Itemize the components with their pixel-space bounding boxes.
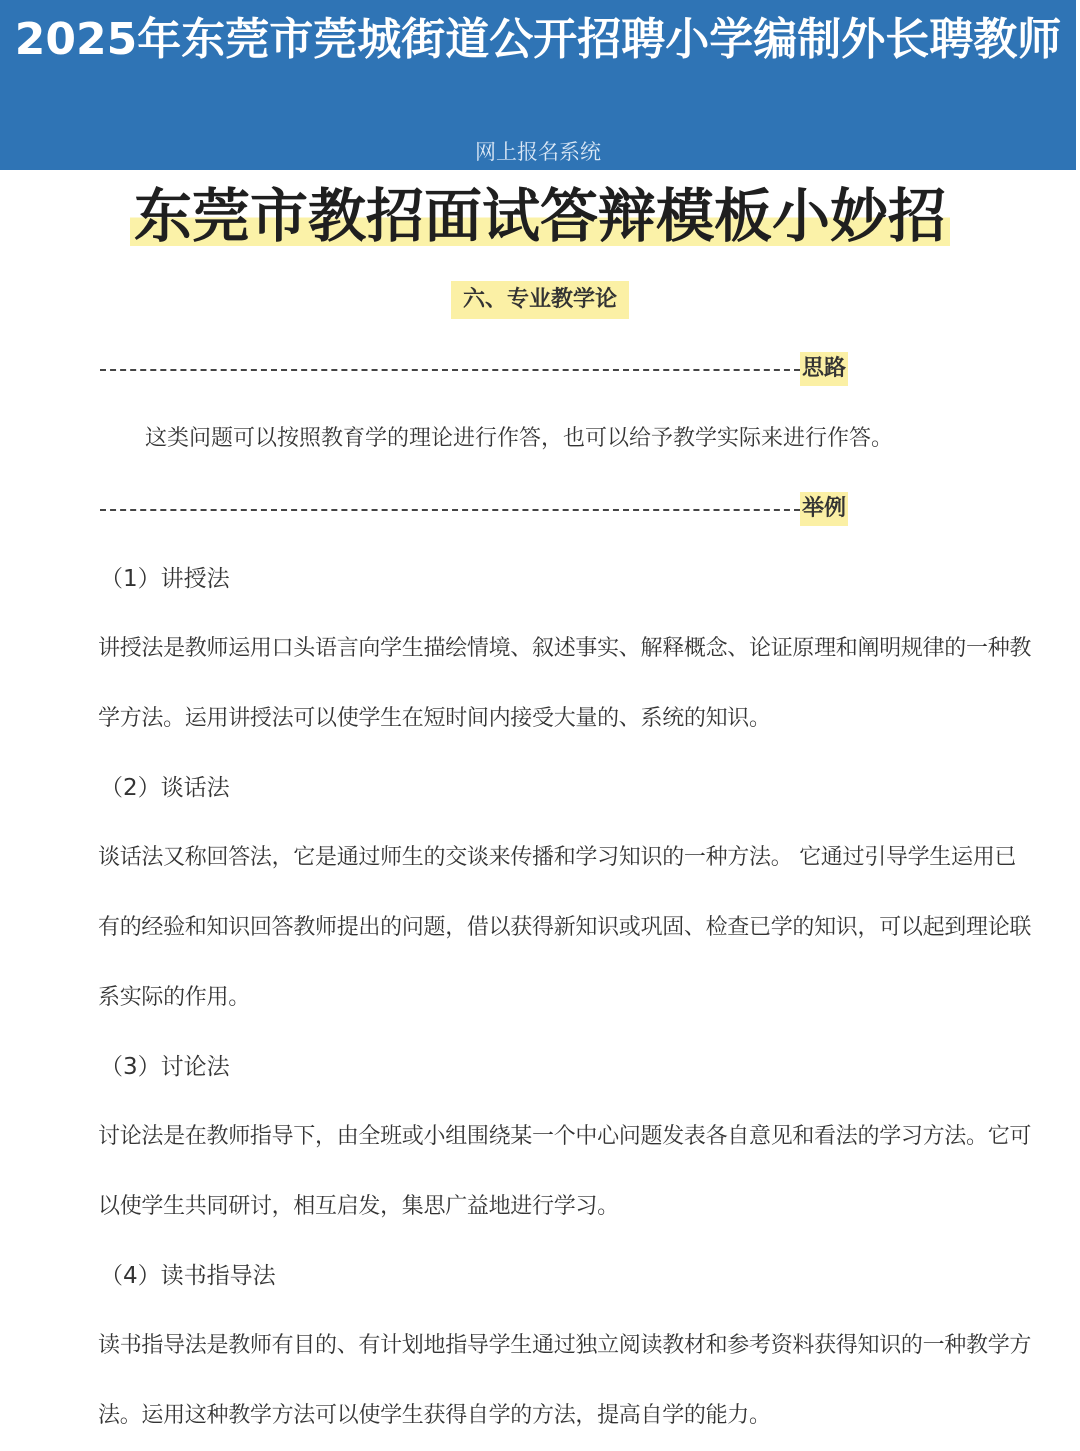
section-label (0, 281, 1080, 319)
headline-text: 东莞市教招面试答辩模板小妙招 (130, 180, 950, 252)
banner-title: 2025年东莞市莞城街道公开招聘小学编制外长聘教师 (14, 14, 1062, 65)
divider-approach (100, 351, 900, 387)
banner-subtitle: 网上报名系统 (475, 140, 601, 164)
approach-tag: 思路 (800, 352, 848, 386)
intro-paragraph: 这类问题可以按照教育学的理论进行作答，也可以给予教学实际来进行作答。 (145, 426, 894, 451)
example-tag: 举例 (800, 492, 848, 526)
item-heading-discussion: （3）讨论法 (100, 1054, 230, 1080)
divider-example (100, 491, 900, 527)
dashed-line (100, 509, 800, 511)
section-label-text: 六、专业教学论 (451, 281, 629, 319)
item-body-lecture: 讲授法是教师运用口头语言向学生描绘情境、叙述事实、解释概念、论证原理和阐明规律的一种教学方法。运用讲授法可以使学生在短时间内接受大量的、系统的知识。 (98, 636, 1032, 731)
header-banner (0, 0, 1080, 170)
item-body-reading: 读书指导法是教师有目的、有计划地指导学生通过独立阅读教材和参考资料获得知识的一种教学方法。运用这种教学方法可以使学生获得自学的方法，提高自学的能力。 (98, 1333, 1032, 1428)
item-heading-reading: （4）读书指导法 (100, 1263, 276, 1289)
item-body-discussion: 讨论法是在教师指导下，由全班或小组围绕某一个中心问题发表各自意见和看法的学习方法。它可以使学生共同研讨，相互启发，集思广益地进行学习。 (98, 1124, 1032, 1219)
item-heading-lecture: （1）讲授法 (100, 566, 230, 592)
item-body-conversation: 谈话法又称回答法，它是通过师生的交谈来传播和学习知识的一种方法。 它通过引导学生运用已有的经验和知识回答教师提出的问题，借以获得新知识或巩固、检查已学的知识，可以起到理论联系实际的作用。 (98, 845, 1032, 1010)
dashed-line (100, 369, 800, 371)
headline (0, 180, 1080, 252)
item-heading-conversation: （2）谈话法 (100, 775, 230, 801)
